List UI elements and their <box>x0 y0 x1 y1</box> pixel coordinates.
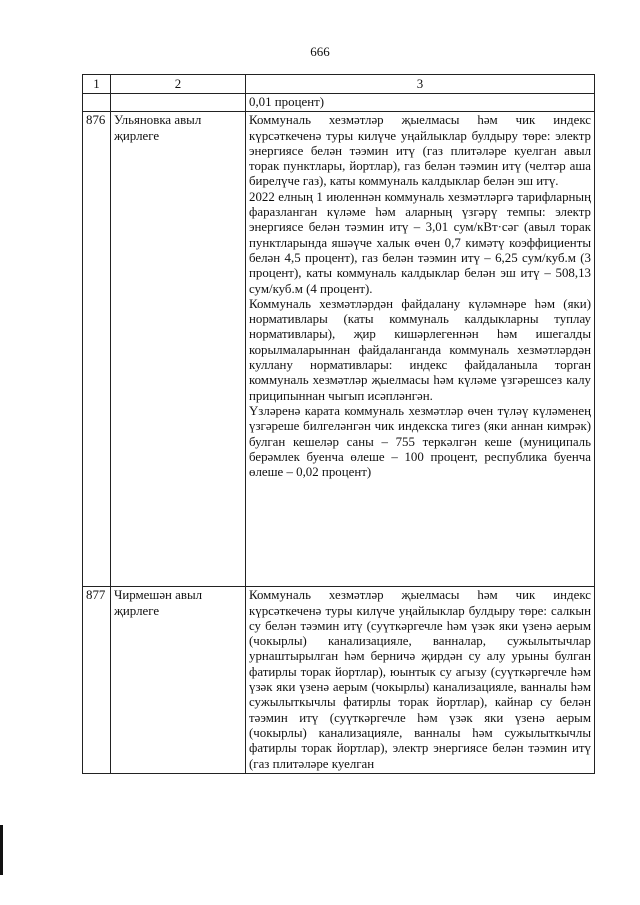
continuation-num-cell <box>83 94 111 112</box>
description-paragraph: Коммуналь хезмәтләрдән файдалану күләмнәре һәм (яки) нормативлары (каты коммуналь калдыкларны туплау нормативлары), җир кишәрлегеннән һәм ишегалды корылмаларыннан файдаланганда коммуналь хезмәтләрдән куллану нормативлары: индекс файдаланыла торган коммуналь хезмәтләр җыелмасы һәм күләме үзгәрешсез калу приципыннан чыгып исәпләнгән. <box>249 296 591 403</box>
description-paragraph: 2022 елның 1 июленнән коммуналь хезмәтләргә тарифларның фаразланган күләме һәм аларның үзгәрү темпы: электр энергиясе белән тәэмин итү – 3,01 сум/кВт·сәг (авыл торак пунктларында яшәүче халык өчен 0,7 кимәтү коэффициенты белән 4,5 процент), газ белән тәэмин итү – 6,25 сум/куб.м (3 процент), каты коммуналь калдыклар белән эш итү – 508,13 сум/куб.м (4 процент). <box>249 189 591 296</box>
table-header-row <box>83 75 595 94</box>
continuation-text: 0,01 процент) <box>246 94 595 112</box>
description-paragraph: Үзләренә карата коммуналь хезмәтләр өчен түләү күләменең үзгәреше билгеләнгән чик индекска тигез (яки аннан кимрәк) булган кешеләр саны – 755 теркәлгән кеше (муниципаль берәмлек буенча өлеше – 100 процент, республика буенча өлеше – 0,02 процент) <box>249 403 591 480</box>
settlement-name: Ульяновка авыл җирлеге <box>111 112 246 587</box>
row-description <box>246 587 595 774</box>
continuation-name-cell <box>111 94 246 112</box>
page-number: 666 <box>310 44 330 59</box>
description-paragraph: Коммуналь хезмәтләр җыелмасы һәм чик индекс күрсәткеченә туры килүче уңайлыклар булдыру төре: салкын су белән тәэмин итү (суүткәргечле һәм үзәк яки үзенә аерым (чокырлы) канализацияле, ванналар, сужылытычлар урнаштырылган һәм берничә җирдән су алу урыны булган фатирлы торак йортлар), юынтык су агызу (суүткәргечле һәм үзәк яки үзенә аерым (чокырлы) канализацияле, ванналы һәм сужылыткычлы фатирлы торак йортлар), кайнар су белән тәэмин итү (суүткәргечле һәм үзәк яки үзенә аерым (чокырлы) канализацияле, ванналы һәм сужылыткычлы фатирлы торак йортлар), электр энергиясе белән тәэмин итү (газ плитәләре куелган <box>249 588 591 771</box>
document-table <box>82 74 595 774</box>
settlement-name: Чирмешән авыл җирлеге <box>111 587 246 774</box>
description-paragraph: Коммуналь хезмәтләр җыелмасы һәм чик индекс күрсәткеченә туры килүче уңайлыклар булдыру төре: электр энергиясе белән тәэмин итү (газ плитәләре куелган авыл торак пунктлары, йортлар), газ белән тәэмин итү (челтәр аша бирелүче газ), каты коммуналь калдыклар белән эш итү. <box>249 113 591 189</box>
column-header-2: 2 <box>111 75 246 94</box>
row-number: 876 <box>83 112 111 587</box>
table-row <box>83 587 595 774</box>
table-row <box>83 112 595 587</box>
column-header-3: 3 <box>246 75 595 94</box>
column-header-1: 1 <box>83 75 111 94</box>
row-description <box>246 112 595 587</box>
row-number: 877 <box>83 587 111 774</box>
continuation-row <box>83 94 595 112</box>
scan-edge-mark <box>0 825 3 875</box>
